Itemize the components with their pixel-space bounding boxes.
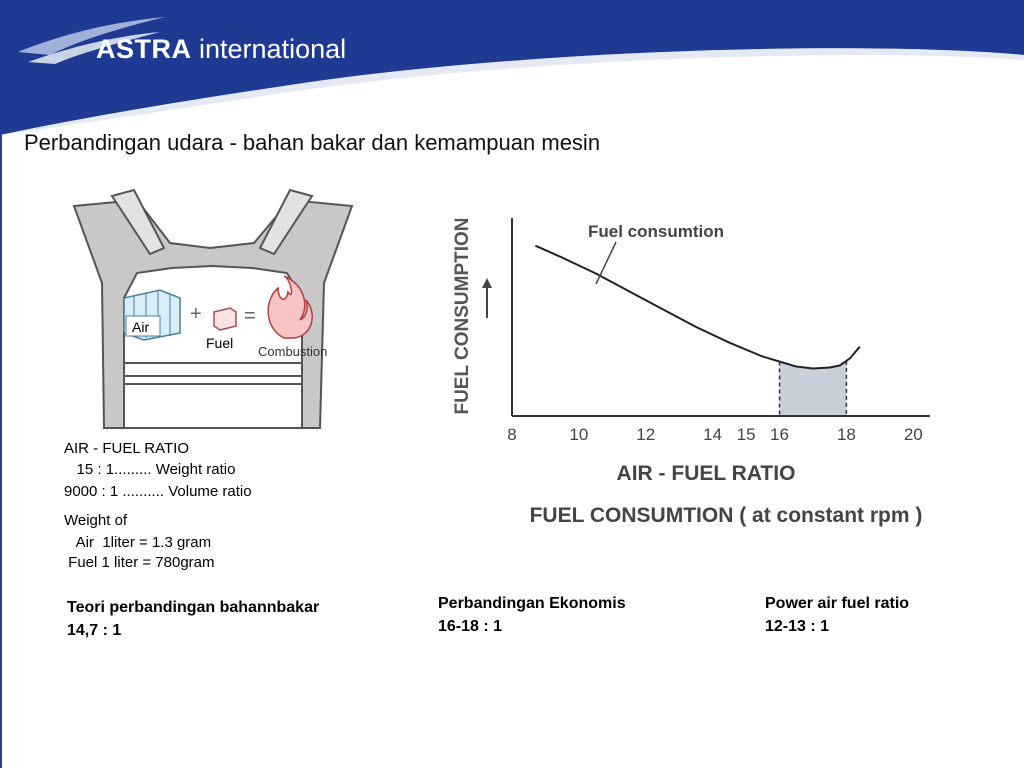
svg-text:=: =	[244, 305, 256, 327]
svg-text:+: +	[190, 303, 202, 325]
x-tick-label: 16	[770, 425, 789, 444]
caption-economic-line2: 16-18 : 1	[438, 618, 503, 635]
brand-logo	[96, 34, 346, 65]
spec-line-4: Weight of	[64, 512, 128, 529]
fuel-cube-icon	[214, 308, 236, 330]
brand-name-bold: ASTRA	[96, 34, 192, 64]
slide-title: Perbandingan udara - bahan bakar dan kemampuan mesin	[24, 130, 601, 155]
x-axis-label: AIR - FUEL RATIO	[616, 462, 796, 485]
brand-name-rest: international	[199, 34, 347, 64]
spec-line-6: Fuel 1 liter = 780gram	[64, 554, 215, 571]
header-banner	[0, 0, 1024, 135]
caption-theory-line2: 14,7 : 1	[67, 622, 122, 639]
series-label: Fuel consumtion	[588, 222, 724, 241]
spec-line-2: 15 : 1......... Weight ratio	[64, 461, 236, 478]
spec-line-1: AIR - FUEL RATIO	[64, 440, 190, 457]
caption-theory-line1: Teori perbandingan bahannbakar	[67, 599, 320, 616]
x-tick-label: 8	[507, 425, 517, 444]
fuel-consumption-chart	[430, 188, 970, 538]
series-label-leader	[596, 242, 616, 284]
caption-power	[765, 592, 909, 638]
fuel-consumption-line	[535, 246, 859, 369]
x-tick-label: 15	[736, 425, 756, 444]
chart-title: FUEL CONSUMTION ( at constant rpm )	[529, 504, 923, 527]
fuel-label: Fuel	[206, 335, 234, 351]
x-tick-label: 12	[636, 425, 656, 444]
spec-line-5: Air 1liter = 1.3 gram	[64, 534, 212, 551]
caption-economic	[438, 592, 626, 638]
caption-power-line2: 12-13 : 1	[765, 618, 830, 635]
caption-economic-line1: Perbandingan Ekonomis	[438, 595, 626, 612]
air-label: Air	[132, 319, 150, 335]
x-tick-label: 10	[569, 425, 589, 444]
caption-power-line1: Power air fuel ratio	[765, 595, 910, 612]
y-axis-label: FUEL CONSUMPTION	[452, 217, 473, 415]
x-tick-label: 14	[703, 425, 723, 444]
combustion-label: Combustion	[258, 344, 328, 359]
left-border	[0, 130, 2, 768]
x-tick-label: 20	[903, 425, 923, 444]
caption-theory	[67, 596, 319, 642]
spec-line-3: 9000 : 1 .......... Volume ratio	[64, 483, 252, 500]
up-arrow-icon	[482, 278, 492, 318]
x-tick-label: 18	[836, 425, 856, 444]
